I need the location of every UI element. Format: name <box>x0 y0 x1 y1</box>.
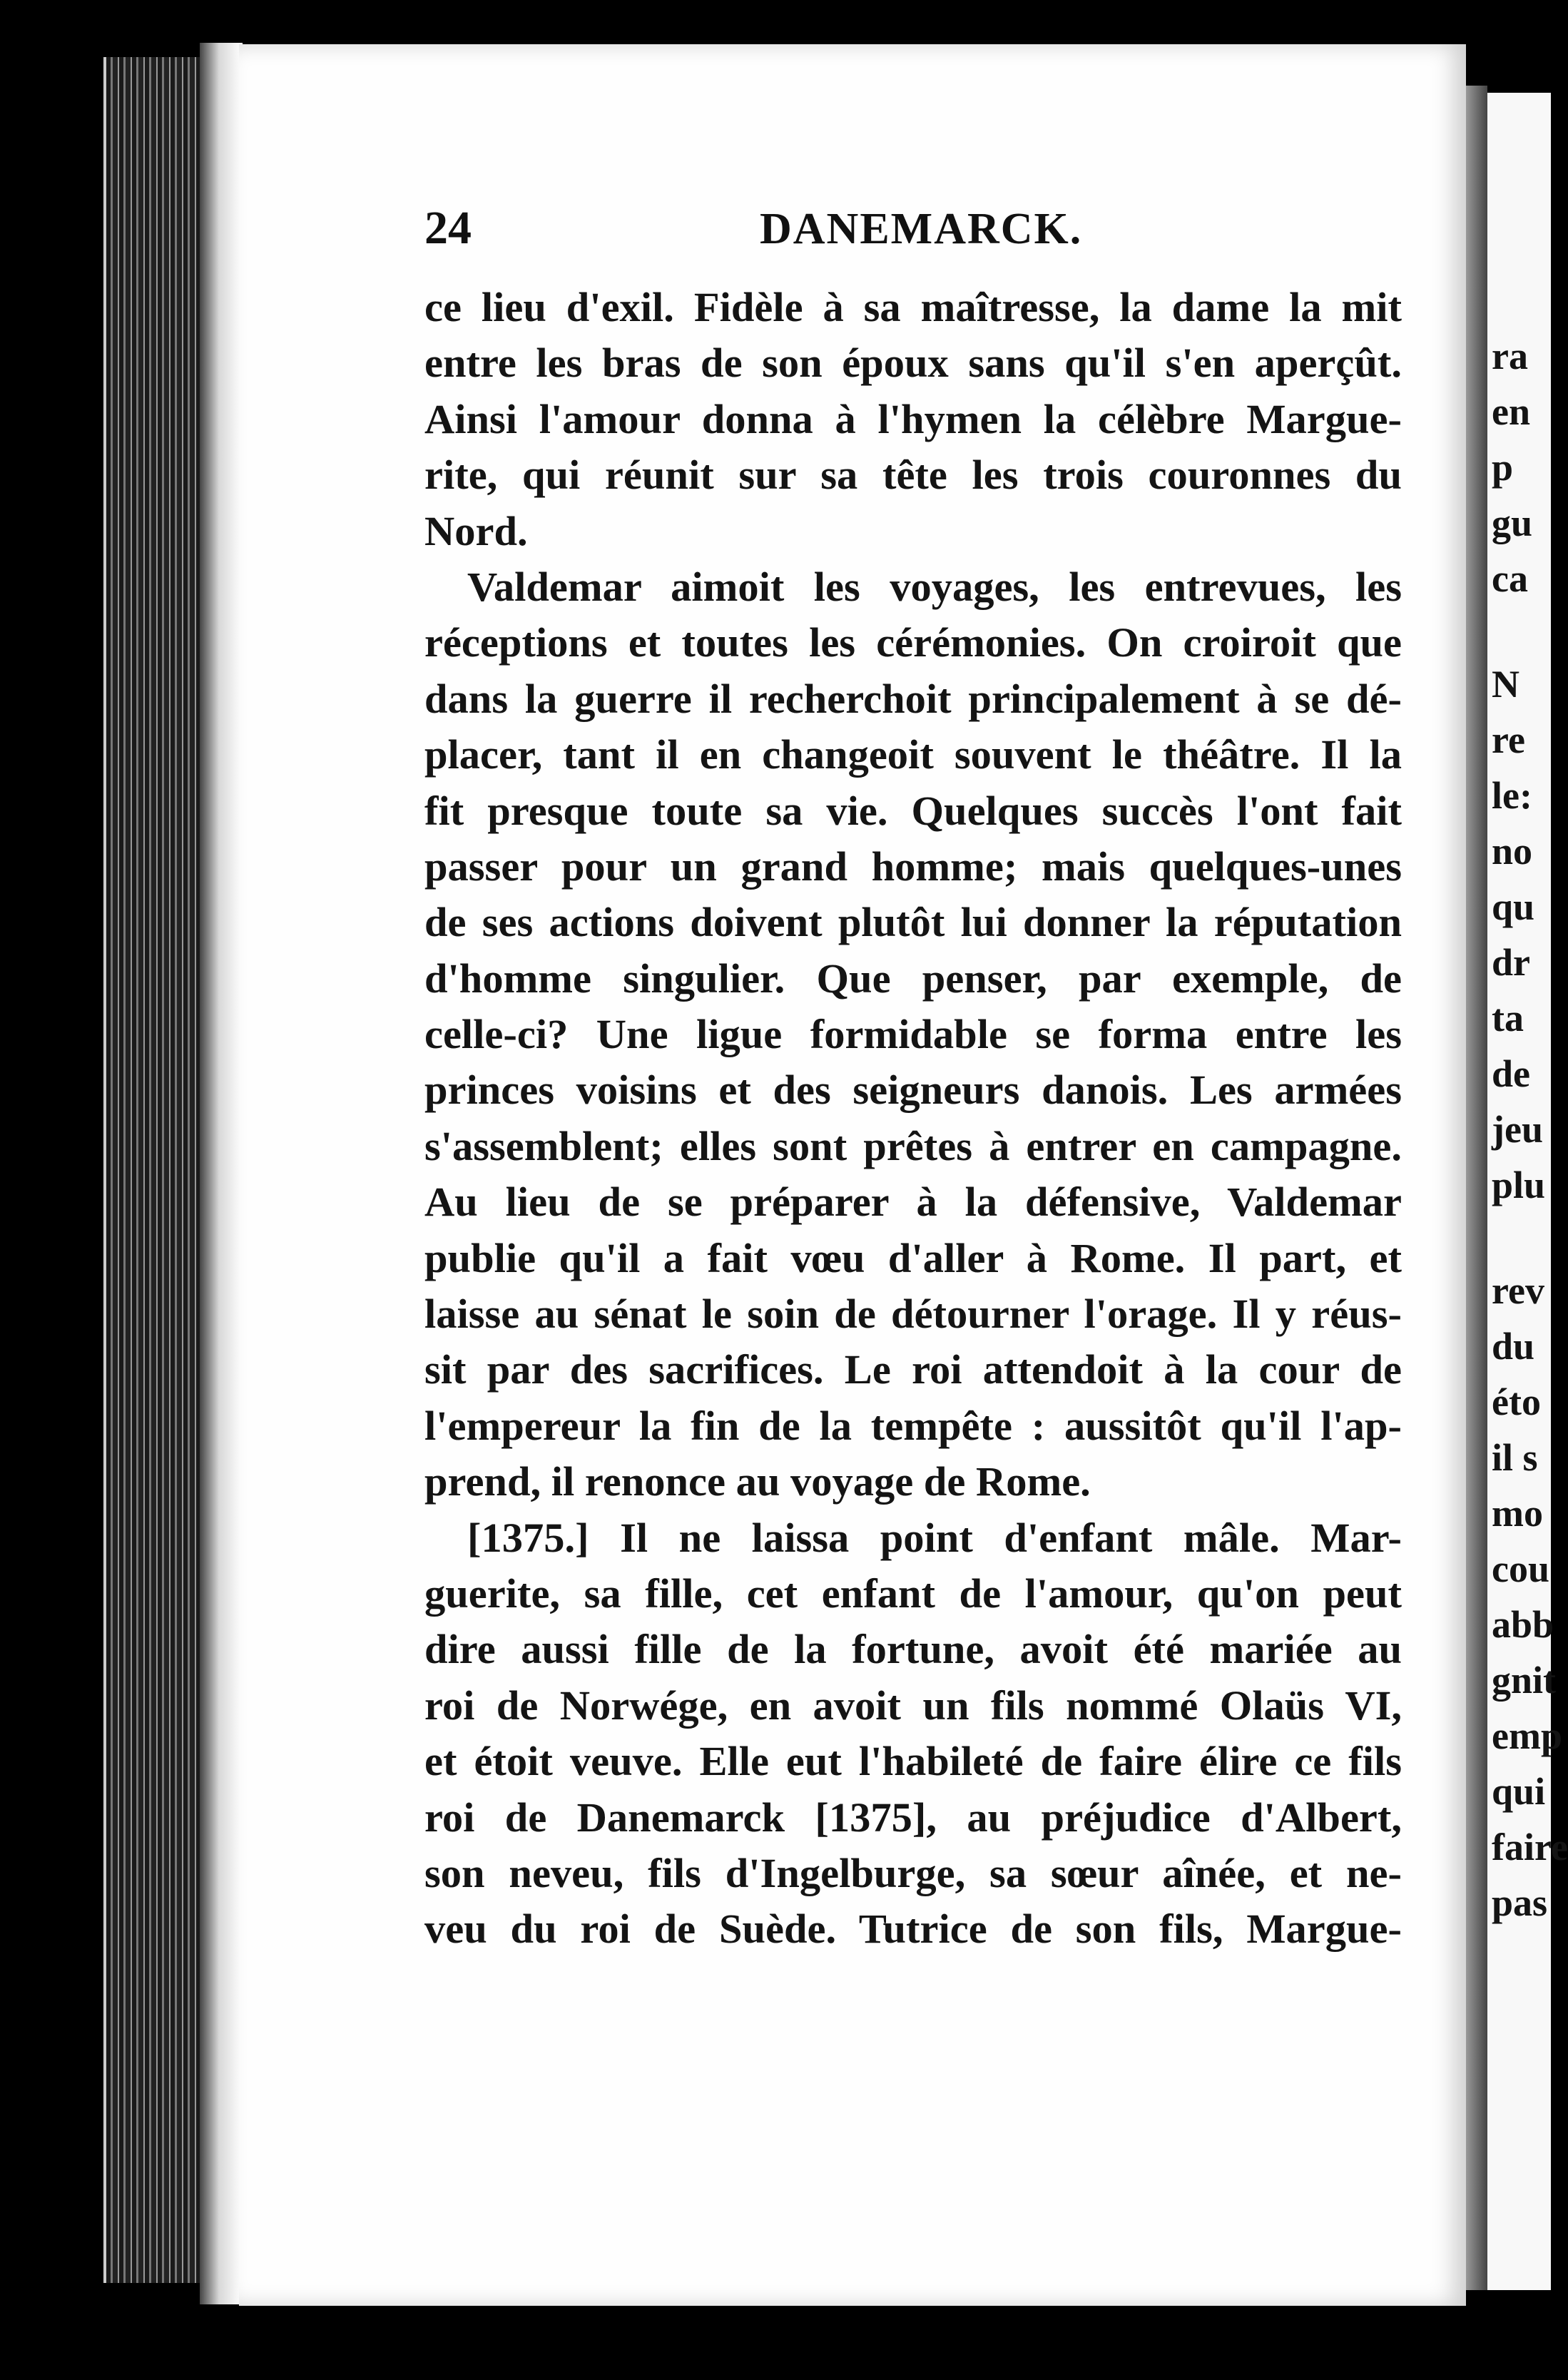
text-line: publie qu'il a fait vœu d'aller à Rome. Il part, et <box>424 1234 1402 1281</box>
page-header <box>424 201 1402 280</box>
facing-page-line-fragment: du <box>1492 1325 1535 1368</box>
page-content <box>424 201 1402 1958</box>
text-line: l'empereur la fin de la tempête : aussitôt qu'il l'ap- <box>424 1402 1402 1449</box>
text-line: fit presque toute sa vie. Quelques succès l'ont fait <box>424 787 1402 834</box>
text-line: Au lieu de se préparer à la défensive, Valdemar <box>424 1179 1402 1226</box>
facing-page-line-fragment <box>1492 1213 1568 1263</box>
text-line: passer pour un grand homme; mais quelques-unes <box>424 843 1402 890</box>
page-gutter-shadow <box>200 43 243 2304</box>
text-line: et étoit veuve. Elle eut l'habileté de faire élire ce fils <box>424 1738 1402 1785</box>
facing-page-line-fragment: en <box>1492 390 1530 433</box>
text-line: d'homme singulier. Que penser, par exemple, de <box>424 955 1402 1002</box>
facing-page-line-fragment <box>1492 606 1568 656</box>
text-line: dans la guerre il recherchoit principalement à se dé- <box>424 675 1402 722</box>
text-line: son neveu, fils d'Ingelburge, sa sœur aînée, et ne- <box>424 1849 1402 1896</box>
facing-page-line-fragment: re <box>1492 718 1525 761</box>
text-line: laisse au sénat le soin de détourner l'orage. Il y réus- <box>424 1291 1402 1338</box>
facing-page-line-fragment: no <box>1492 830 1533 873</box>
facing-page-text <box>1492 328 1568 1931</box>
facing-page-line-fragment: cou <box>1492 1547 1549 1590</box>
page-number: 24 <box>424 202 472 254</box>
book-page-edges-right <box>1466 86 1487 2290</box>
text-line: dire aussi fille de la fortune, avoit été mariée au <box>424 1626 1402 1673</box>
text-line: Ainsi l'amour donna à l'hymen la célèbre Margue- <box>424 395 1402 442</box>
text-line: roi de Danemarck [1375], au préjudice d'Albert, <box>424 1794 1402 1841</box>
text-line: princes voisins et des seigneurs danois. Les armées <box>424 1067 1402 1114</box>
facing-page-line-fragment: il s <box>1492 1436 1538 1479</box>
book-page <box>239 44 1466 2306</box>
facing-page-line-fragment: ca <box>1492 557 1528 600</box>
facing-page-line-fragment: jeu <box>1492 1108 1543 1151</box>
facing-page-line-fragment: ta <box>1492 997 1524 1039</box>
text-line: de ses actions doivent plutôt lui donner la réputation <box>424 899 1402 946</box>
facing-page-line-fragment: rev <box>1492 1269 1544 1312</box>
facing-page-line-fragment: abb <box>1492 1603 1554 1646</box>
facing-page-line-fragment: mo <box>1492 1492 1543 1535</box>
text-line: veu du roi de Suède. Tutrice de son fils, Margue- <box>424 1906 1402 1953</box>
facing-page-line-fragment: plu <box>1492 1164 1546 1206</box>
text-line: placer, tant il en changeoit souvent le théâtre. Il la <box>424 731 1402 778</box>
text-line: [1375.] Il ne laissa point d'enfant mâle. Mar- <box>467 1514 1402 1561</box>
facing-page-fragment <box>1487 93 1568 2290</box>
facing-page-line-fragment: gnit <box>1492 1659 1557 1702</box>
facing-page-line-fragment: dr <box>1492 941 1530 984</box>
facing-page-line-fragment: éto <box>1492 1380 1541 1423</box>
text-line: rite, qui réunit sur sa tête les trois couronnes du <box>424 452 1402 499</box>
text-line: ce lieu d'exil. Fidèle à sa maîtresse, la dame la mit <box>424 284 1402 330</box>
facing-page-line-fragment: de <box>1492 1052 1530 1095</box>
facing-page-line-fragment: qu <box>1492 885 1535 928</box>
facing-page-line-fragment: ra <box>1492 335 1528 377</box>
text-line: celle-ci? Une ligue formidable se forma entre les <box>424 1011 1402 1058</box>
text-line: roi de Norwége, en avoit un fils nommé Olaüs VI, <box>424 1682 1402 1729</box>
facing-page-line-fragment: N <box>1492 663 1519 706</box>
text-line: guerite, sa fille, cet enfant de l'amour, qu'on peut <box>424 1570 1402 1617</box>
text-line: prend, il renonce au voyage de Rome. <box>424 1458 1091 1505</box>
text-line: réceptions et toutes les cérémonies. On croiroit que <box>424 619 1402 666</box>
facing-page-line-fragment: gu <box>1492 502 1533 544</box>
facing-page-line-fragment: le: <box>1492 774 1532 817</box>
running-head: DANEMARCK. <box>760 205 1083 253</box>
facing-page-line-fragment: faire <box>1492 1826 1568 1868</box>
facing-page-line-fragment: emp <box>1492 1714 1562 1757</box>
facing-page-line-fragment: p <box>1492 446 1514 489</box>
text-line: entre les bras de son époux sans qu'il s'en aperçût. <box>424 340 1402 387</box>
text-line: Nord. <box>424 507 528 554</box>
text-line: sit par des sacrifices. Le roi attendoit à la cour de <box>424 1346 1402 1393</box>
body-text <box>424 280 1402 1958</box>
facing-page-line-fragment: qui <box>1492 1770 1546 1813</box>
facing-page-line-fragment: pas <box>1492 1881 1548 1924</box>
text-line: s'assemblent; elles sont prêtes à entrer en campagne. <box>424 1122 1402 1169</box>
text-line: Valdemar aimoit les voyages, les entrevues, les <box>467 563 1402 610</box>
